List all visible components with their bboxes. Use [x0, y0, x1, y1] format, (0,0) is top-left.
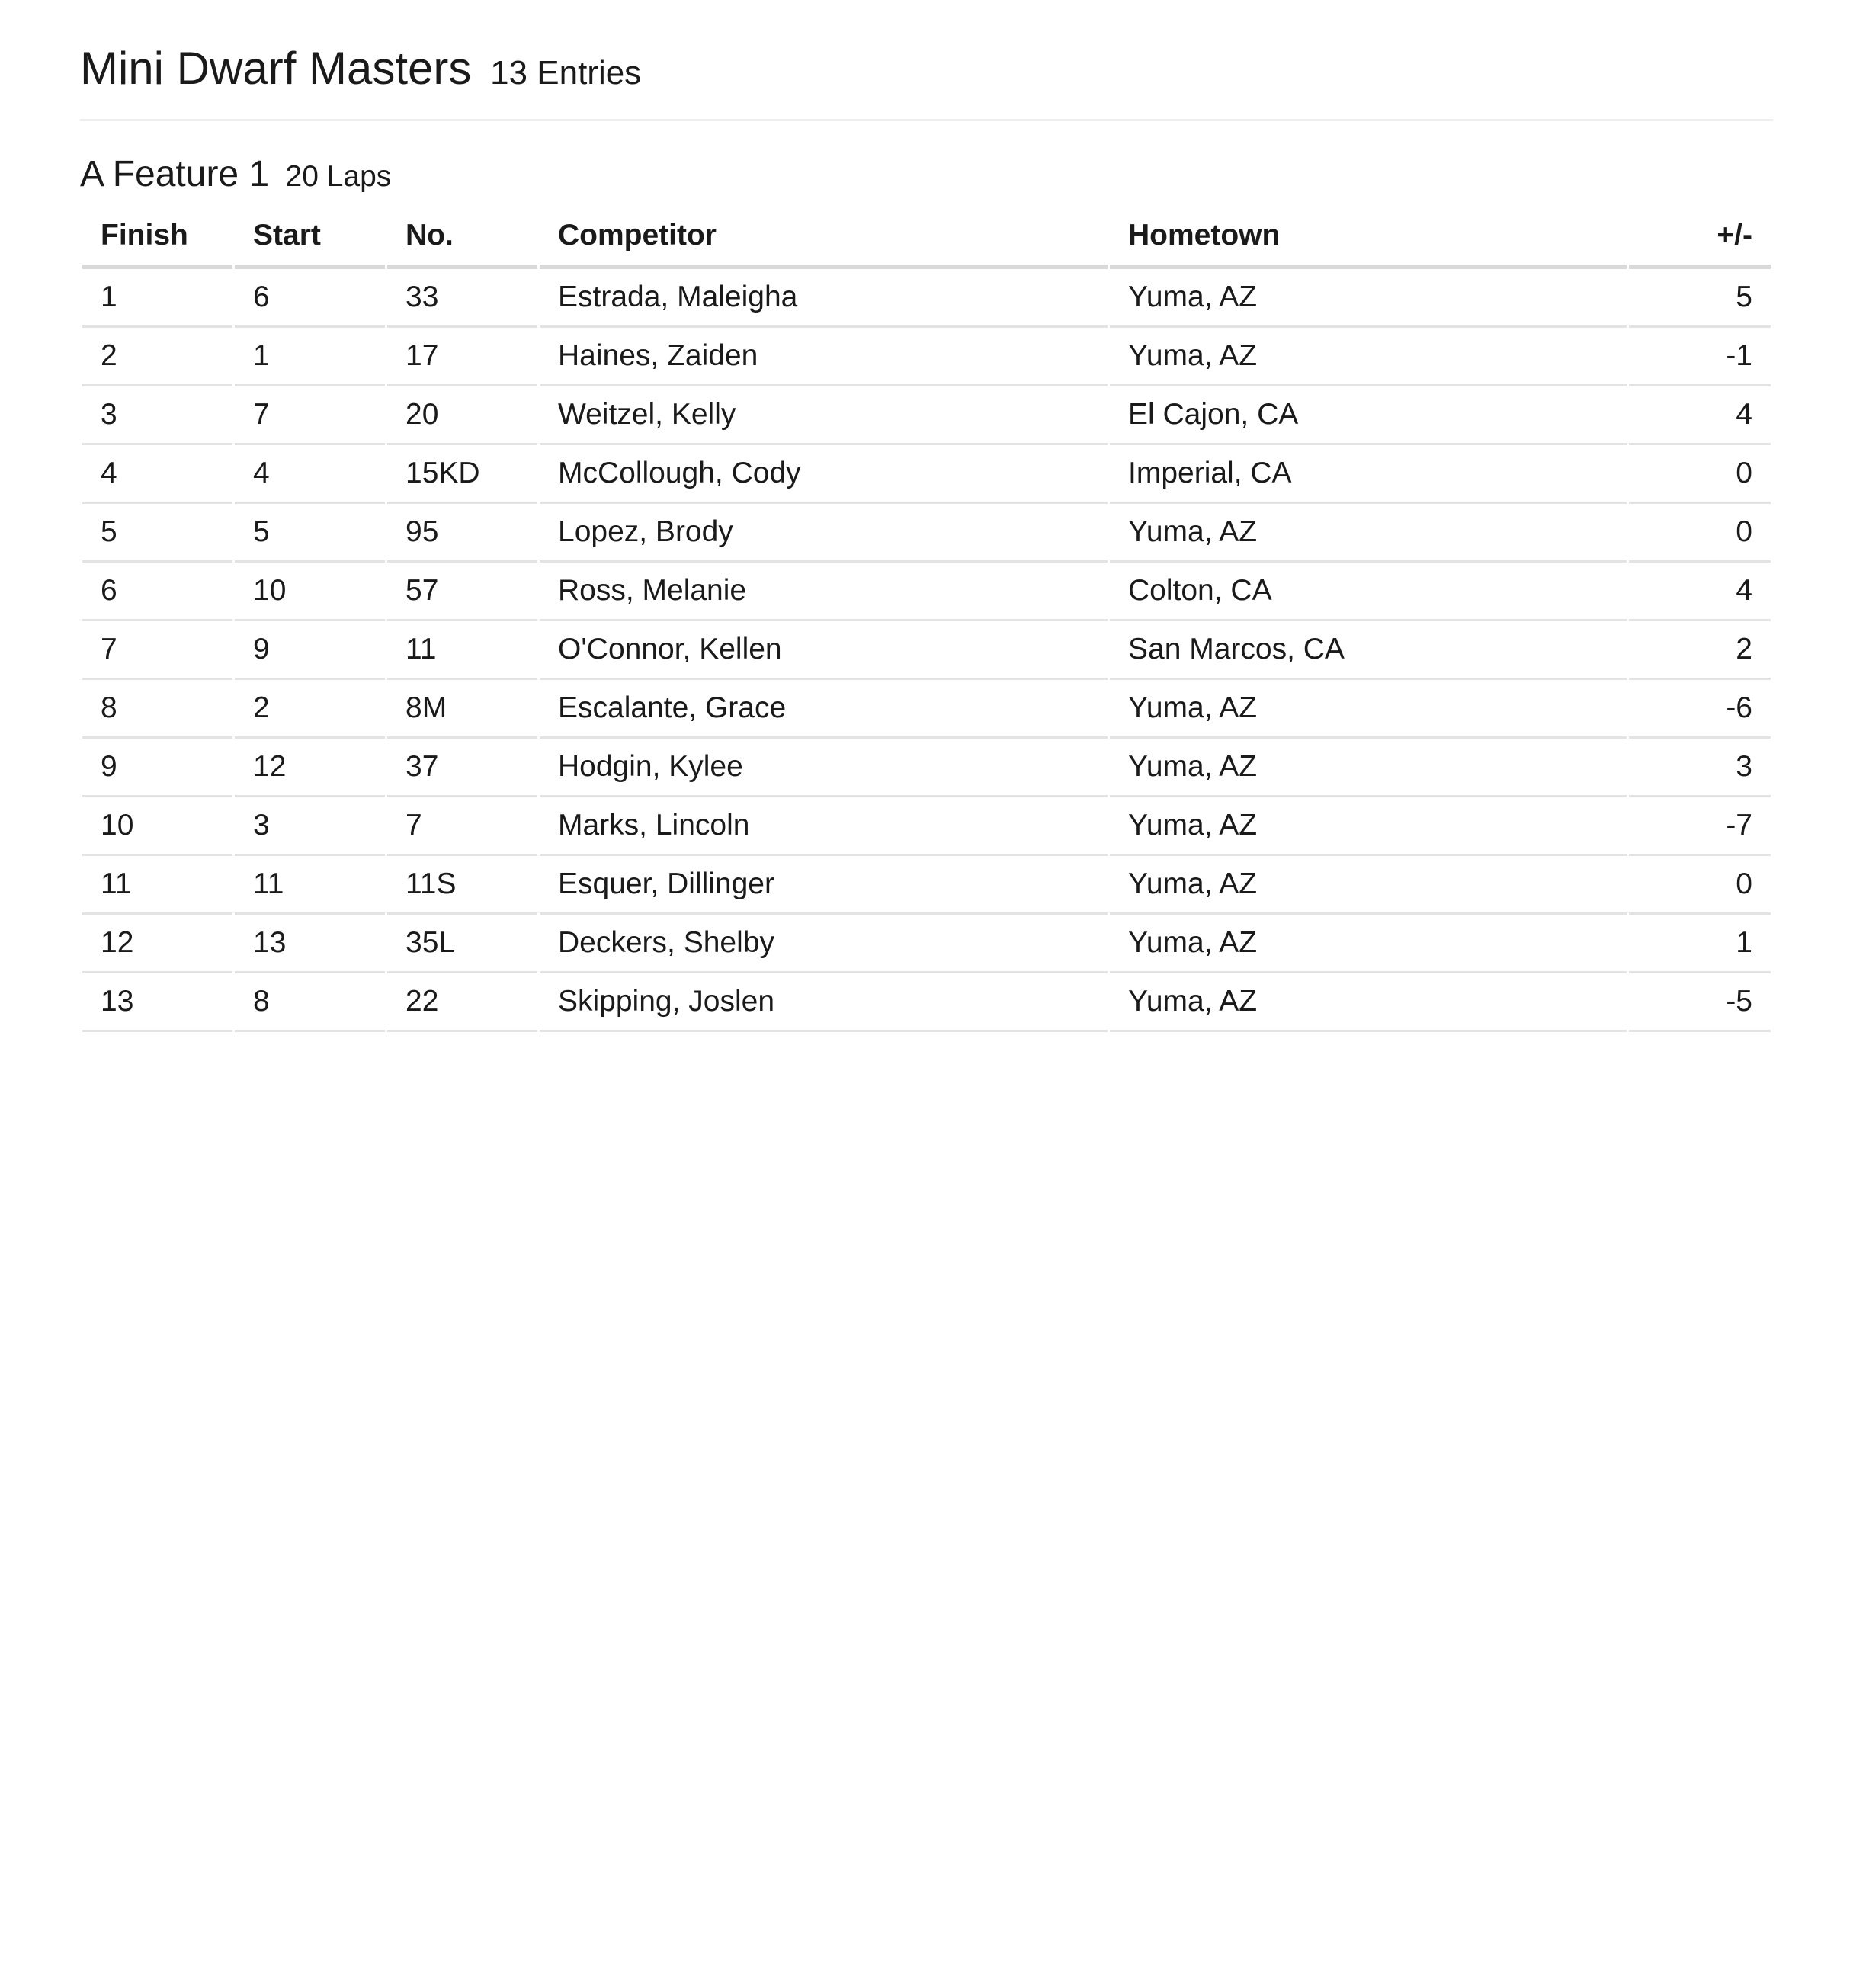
- cell-hometown: Yuma, AZ: [1110, 680, 1627, 739]
- cell-plusminus: 1: [1629, 915, 1771, 973]
- table-row: [82, 797, 1771, 856]
- cell-hometown: Imperial, CA: [1110, 445, 1627, 504]
- cell-start: 12: [235, 739, 385, 797]
- cell-finish: 10: [82, 797, 232, 856]
- cell-competitor: Hodgin, Kylee: [540, 739, 1108, 797]
- column-header-hometown: Hometown: [1110, 204, 1627, 269]
- cell-finish: 2: [82, 328, 232, 386]
- cell-hometown: Yuma, AZ: [1110, 328, 1627, 386]
- cell-finish: 11: [82, 856, 232, 915]
- results-table-head: [82, 204, 1771, 269]
- entries-count: 13 Entries: [490, 54, 642, 91]
- table-row: [82, 856, 1771, 915]
- column-header-start: Start: [235, 204, 385, 269]
- cell-finish: 12: [82, 915, 232, 973]
- cell-plusminus: 3: [1629, 739, 1771, 797]
- cell-hometown: Yuma, AZ: [1110, 269, 1627, 328]
- cell-competitor: Marks, Lincoln: [540, 797, 1108, 856]
- cell-hometown: Yuma, AZ: [1110, 797, 1627, 856]
- cell-hometown: San Marcos, CA: [1110, 621, 1627, 680]
- cell-finish: 5: [82, 504, 232, 563]
- cell-start: 5: [235, 504, 385, 563]
- cell-finish: 3: [82, 386, 232, 445]
- cell-competitor: Ross, Melanie: [540, 563, 1108, 621]
- table-row: [82, 973, 1771, 1032]
- cell-plusminus: -7: [1629, 797, 1771, 856]
- cell-finish: 7: [82, 621, 232, 680]
- table-row: [82, 621, 1771, 680]
- cell-plusminus: 0: [1629, 856, 1771, 915]
- cell-competitor: Deckers, Shelby: [540, 915, 1108, 973]
- table-row: [82, 445, 1771, 504]
- cell-competitor: Escalante, Grace: [540, 680, 1108, 739]
- table-row: [82, 269, 1771, 328]
- cell-hometown: Yuma, AZ: [1110, 915, 1627, 973]
- cell-finish: 4: [82, 445, 232, 504]
- cell-number: 22: [387, 973, 537, 1032]
- cell-plusminus: -6: [1629, 680, 1771, 739]
- class-header: [80, 0, 1773, 99]
- cell-start: 1: [235, 328, 385, 386]
- table-row: [82, 504, 1771, 563]
- feature-section: [80, 153, 1773, 1032]
- cell-hometown: El Cajon, CA: [1110, 386, 1627, 445]
- table-row: [82, 328, 1771, 386]
- cell-start: 13: [235, 915, 385, 973]
- cell-number: 7: [387, 797, 537, 856]
- page-title: [80, 0, 1773, 99]
- cell-finish: 13: [82, 973, 232, 1032]
- cell-number: 35L: [387, 915, 537, 973]
- cell-competitor: Estrada, Maleigha: [540, 269, 1108, 328]
- cell-plusminus: -5: [1629, 973, 1771, 1032]
- feature-title: [80, 153, 1773, 198]
- table-row: [82, 386, 1771, 445]
- cell-plusminus: 2: [1629, 621, 1771, 680]
- results-table: [80, 204, 1773, 1032]
- cell-finish: 8: [82, 680, 232, 739]
- cell-competitor: Lopez, Brody: [540, 504, 1108, 563]
- cell-plusminus: 5: [1629, 269, 1771, 328]
- cell-number: 20: [387, 386, 537, 445]
- title-divider: [80, 119, 1773, 121]
- cell-number: 95: [387, 504, 537, 563]
- results-body: [82, 269, 1771, 1032]
- cell-plusminus: 4: [1629, 563, 1771, 621]
- cell-number: 57: [387, 563, 537, 621]
- cell-number: 17: [387, 328, 537, 386]
- cell-number: 15KD: [387, 445, 537, 504]
- class-name: Mini Dwarf Masters: [80, 43, 472, 94]
- cell-start: 11: [235, 856, 385, 915]
- cell-competitor: O'Connor, Kellen: [540, 621, 1108, 680]
- cell-finish: 9: [82, 739, 232, 797]
- cell-plusminus: 4: [1629, 386, 1771, 445]
- column-header-finish: Finish: [82, 204, 232, 269]
- cell-finish: 6: [82, 563, 232, 621]
- cell-number: 11: [387, 621, 537, 680]
- cell-hometown: Yuma, AZ: [1110, 856, 1627, 915]
- cell-start: 7: [235, 386, 385, 445]
- cell-start: 2: [235, 680, 385, 739]
- cell-start: 8: [235, 973, 385, 1032]
- column-header-number: No.: [387, 204, 537, 269]
- cell-number: 11S: [387, 856, 537, 915]
- cell-competitor: Haines, Zaiden: [540, 328, 1108, 386]
- cell-competitor: Esquer, Dillinger: [540, 856, 1108, 915]
- cell-finish: 1: [82, 269, 232, 328]
- cell-start: 10: [235, 563, 385, 621]
- cell-hometown: Yuma, AZ: [1110, 973, 1627, 1032]
- cell-number: 37: [387, 739, 537, 797]
- cell-start: 3: [235, 797, 385, 856]
- column-header-competitor: Competitor: [540, 204, 1108, 269]
- cell-number: 8M: [387, 680, 537, 739]
- header-row: [82, 204, 1771, 269]
- cell-plusminus: 0: [1629, 445, 1771, 504]
- cell-hometown: Colton, CA: [1110, 563, 1627, 621]
- table-row: [82, 680, 1771, 739]
- feature-name: A Feature 1: [80, 154, 270, 194]
- table-row: [82, 563, 1771, 621]
- table-row: [82, 739, 1771, 797]
- cell-plusminus: -1: [1629, 328, 1771, 386]
- cell-hometown: Yuma, AZ: [1110, 504, 1627, 563]
- cell-competitor: Skipping, Joslen: [540, 973, 1108, 1032]
- cell-hometown: Yuma, AZ: [1110, 739, 1627, 797]
- cell-start: 9: [235, 621, 385, 680]
- column-header-plusminus: +/-: [1629, 204, 1771, 269]
- cell-start: 4: [235, 445, 385, 504]
- cell-start: 6: [235, 269, 385, 328]
- cell-number: 33: [387, 269, 537, 328]
- table-row: [82, 915, 1771, 973]
- laps-count: 20 Laps: [285, 160, 392, 193]
- cell-competitor: Weitzel, Kelly: [540, 386, 1108, 445]
- cell-plusminus: 0: [1629, 504, 1771, 563]
- cell-competitor: McCollough, Cody: [540, 445, 1108, 504]
